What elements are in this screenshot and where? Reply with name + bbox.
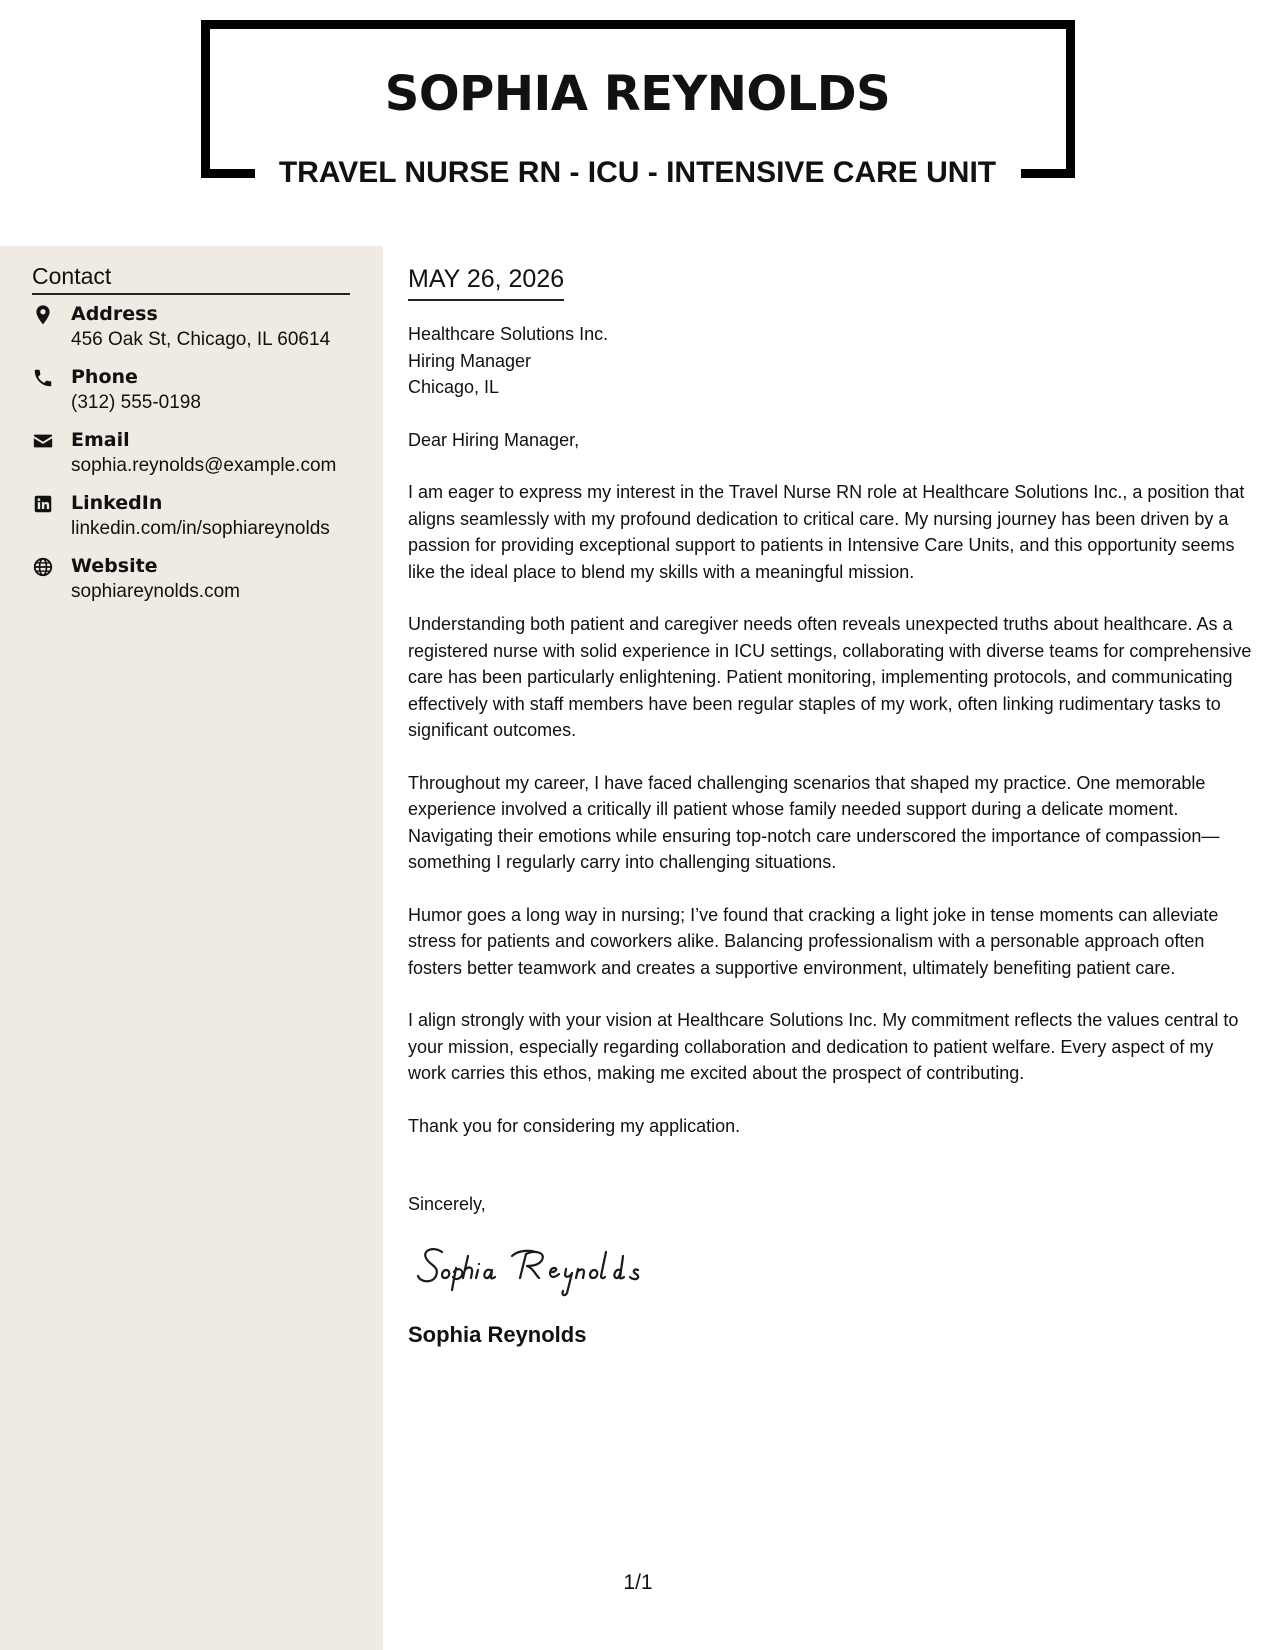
globe-icon: [32, 556, 54, 578]
candidate-name: SOPHIA REYNOLDS: [384, 66, 891, 122]
contact-value: (312) 555-0198: [71, 392, 201, 413]
job-title: TRAVEL NURSE RN - ICU - INTENSIVE CARE UNIT: [278, 156, 997, 189]
letter-paragraph: Throughout my career, I have faced challenging scenarios that shaped my practice. One memorable experience involved a critically ill patient whose family needed support during a delicate moment. Navigating their emotions while ensuring top-notch care underscored the importance of compassion—something I regularly carry into challenging situations.: [408, 772, 1220, 872]
letter-paragraph: Understanding both patient and caregiver needs often reveals unexpected truths about healthcare. As a registered nurse with solid experience in ICU settings, collaborating with diverse teams for comprehensive care has been particularly enlightening. Patient monitoring, implementing protocols, and communicating effectively with staff members have been regular staples of my work, often linking rudimentary tasks to significant outcomes.: [408, 614, 1252, 740]
letter-paragraph: I am eager to express my interest in the Travel Nurse RN role at Healthcare Solutions Inc., a position that aligns seamlessly with my profound dedication to critical care. My nursing journey has been driven by a passion for providing exceptional support to patients in Intensive Care Units, and this opportunity seems like the ideal place to blend my skills with a meaningful mission.: [408, 482, 1245, 582]
phone-icon: [32, 367, 54, 389]
closing: Sincerely,: [408, 1194, 486, 1214]
letter-paragraph: Thank you for considering my application.: [408, 1115, 741, 1136]
letter-body: [408, 262, 1253, 1350]
contact-label: Website: [71, 555, 158, 577]
contact-label: Address: [71, 303, 158, 325]
linkedin-icon: [32, 493, 54, 515]
letter-paragraph: Humor goes a long way in nursing; I’ve found that cracking a light joke in tense moments can alleviate stress for patients and coworkers alike. Balancing professionalism with a personable approach often fosters better teamwork and creates a supportive environment, ultimately benefiting patient care.: [408, 904, 1219, 978]
contact-label: Phone: [71, 366, 138, 388]
salutation: Dear Hiring Manager,: [408, 429, 580, 450]
recipient-title: Hiring Manager: [408, 350, 532, 371]
page-number: 1/1: [623, 1571, 653, 1594]
recipient-block: [408, 321, 1253, 401]
letter-paragraph: I align strongly with your vision at Healthcare Solutions Inc. My commitment reflects the values central to your mission, especially regarding collaboration and dedication to patient welfare. Every aspect of my work carries this ethos, making me excited about the prospect of contributing.: [408, 1010, 1239, 1083]
contact-value: sophia.reynolds@example.com: [71, 455, 337, 476]
recipient-company: Healthcare Solutions Inc.: [408, 324, 609, 344]
map-pin-icon: [32, 304, 54, 326]
handwritten-signature: [416, 1238, 676, 1298]
contact-heading: Contact: [32, 262, 350, 295]
contact-value: 456 Oak St, Chicago, IL 60614: [71, 329, 331, 350]
signer-name: Sophia Reynolds: [408, 1321, 587, 1347]
recipient-location: Chicago, IL: [408, 377, 500, 397]
contact-label: Email: [71, 429, 130, 451]
contact-label: LinkedIn: [71, 492, 163, 514]
letter-date: MAY 26, 2026: [408, 262, 564, 301]
envelope-icon: [32, 430, 54, 452]
contact-value: linkedin.com/in/sophiareynolds: [71, 518, 330, 539]
contact-value: sophiareynolds.com: [71, 581, 240, 602]
